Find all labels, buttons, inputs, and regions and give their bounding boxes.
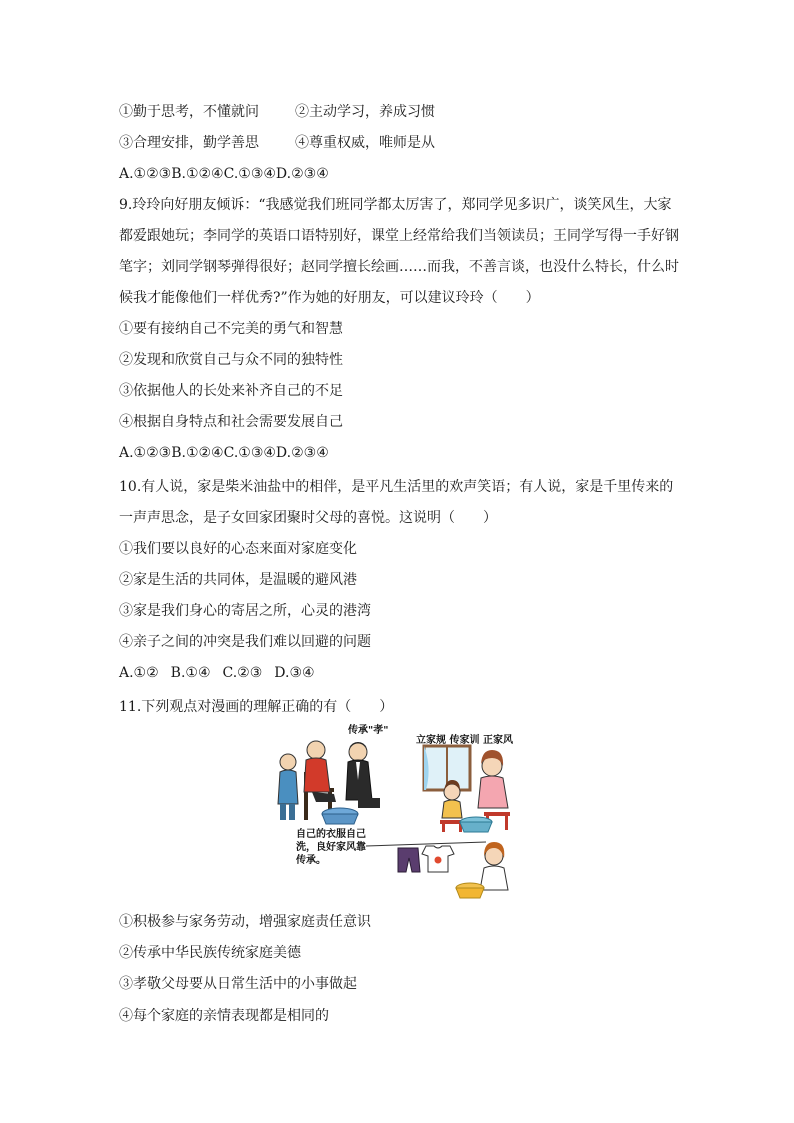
cartoon-illustration [272,722,560,902]
q9-stem-line-1: 9.玲玲向好朋友倾诉：“我感觉我们班同学都太厉害了，郑同学见多识广，谈笑风生，大家 [119,197,672,213]
q10-options [119,663,315,683]
cartoon-caption-family-rules: 立家规 传家训 正家风 [416,735,513,746]
q10-option-a: A.①② [119,665,159,681]
q10-stem-line-1: 10.有人说，家是柴米油盐中的相伴，是平凡生活里的欢声笑语；有人说，家是千里传来的 [119,479,674,495]
q8-item-2: ②主动学习，养成习惯 [295,104,435,120]
q9-options: A.①②③B.①②④C.①③④D.②③④ [119,445,329,461]
q10-stem-line-2: 一声声思念，是子女回家团聚时父母的喜悦。这说明（ ） [119,510,497,526]
q10-item-2: ②家是生活的共同体，是温暖的避风港 [119,572,357,588]
q8-items-row-2 [119,133,435,153]
q9-stem-line-3: 笔字；刘同学钢琴弹得很好；赵同学擅长绘画……而我，不善言谈，也没什么特长，什么时 [119,259,679,275]
q8-options: A.①②③B.①②④C.①③④D.②③④ [119,166,329,182]
q9-item-3: ③依据他人的长处来补齐自己的不足 [119,383,343,399]
q11-item-2: ②传承中华民族传统家庭美德 [119,945,301,961]
q9-item-1: ①要有接纳自己不完美的勇气和智慧 [119,321,343,337]
q10-item-1: ①我们要以良好的心态来面对家庭变化 [119,541,357,557]
family-tradition-cartoon [272,722,560,902]
panel-self-laundry [366,842,508,898]
cartoon-caption-laundry-3: 传承。 [296,855,326,866]
q8-item-3: ③合理安排，勤学善思 [119,135,259,151]
q9-stem-line-2: 都爱跟她玩；李同学的英语口语特别好，课堂上经常给我们当领读员；王同学写得一手好钢 [119,228,679,244]
q11-stem: 11.下列观点对漫画的理解正确的有（ ） [119,699,394,715]
panel-filial-piety [278,740,380,824]
q9-item-4: ④根据自身特点和社会需要发展自己 [119,414,343,430]
q9-stem-line-4: 候我才能像他们一样优秀?”作为她的好朋友，可以建议玲玲（ ） [119,290,540,306]
q9-item-2: ②发现和欣赏自己与众不同的独特性 [119,352,343,368]
cartoon-caption-filial-piety: 传承"孝" [348,725,389,736]
q8-items-row-1 [119,102,435,122]
q8-item-4: ④尊重权威，唯师是从 [295,135,435,151]
q10-item-3: ③家是我们身心的寄居之所，心灵的港湾 [119,603,371,619]
panel-family-rules [424,746,510,832]
q10-option-c: C.②③ [222,665,263,681]
q8-item-1: ①勤于思考，不懂就问 [119,104,259,120]
q10-item-4: ④亲子之间的冲突是我们难以回避的问题 [119,634,371,650]
q11-item-1: ①积极参与家务劳动，增强家庭责任意识 [119,914,371,930]
cartoon-caption-laundry-2: 洗，良好家风靠 [296,842,366,853]
q11-item-4: ④每个家庭的亲情表现都是相同的 [119,1008,329,1024]
q10-option-b: B.①④ [170,665,211,681]
q10-option-d: D.③④ [274,665,315,681]
cartoon-caption-laundry-1: 自己的衣服自己 [296,829,366,840]
q11-item-3: ③孝敬父母要从日常生活中的小事做起 [119,976,357,992]
